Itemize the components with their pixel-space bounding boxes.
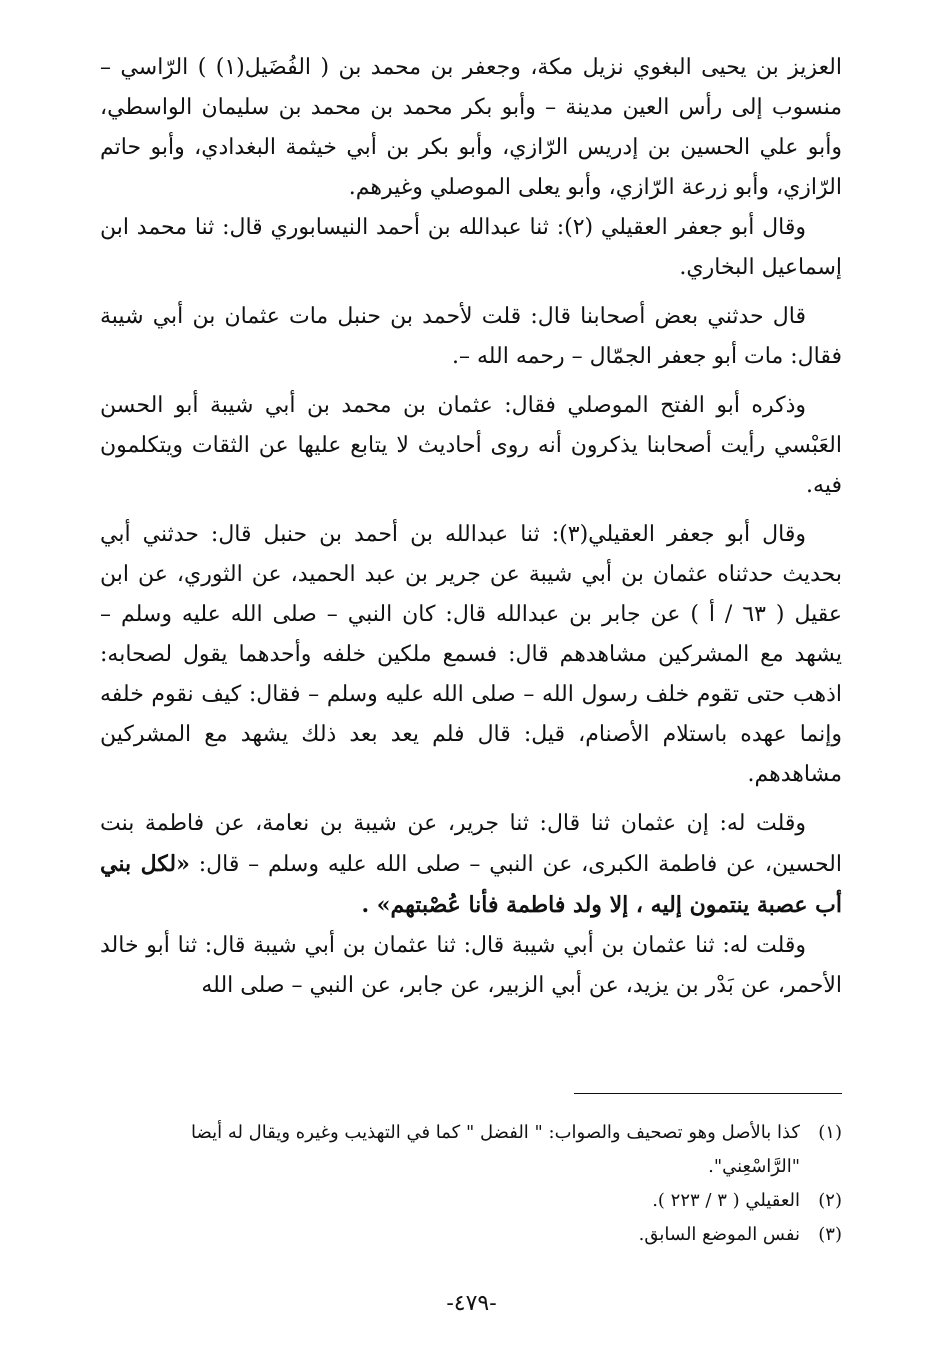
paragraph-5: وقال أبو جعفر العقيلي(٣): ثنا عبدالله بن أحمد بن حنبل قال: حدثني أبي بحديث حدثناه عثمان بن أبي شيبة عن جرير بن عبد الحميد، عن الثوري، عن ابن عقيل ( ٦٣ / أ ) عن جابر بن عبدالله قال: كان النبي – صلى الله عليه وسلم – يشهد مع المشركين مشاهدهم قال: فسمع ملكين خلفه وأحدهما يقول لصحابه: اذهب حتى تقوم خلف رسول الله – صلى الله عليه وسلم – فقال: كيف نقوم خلفه وإنما عهده باستلام الأصنام، قيل: قال فلم يعد بعد ذلك يشهد مع المشركين مشاهدهم. xyxy=(100,522,843,787)
paragraph-7: وقلت له: ثنا عثمان بن أبي شيبة قال: ثنا عثمان بن أبي شيبة قال: ثنا أبو خالد الأحمر، عن بَدْر بن يزيد، عن أبي الزبير، عن جابر، عن النبي – صلى الله xyxy=(100,933,842,998)
paragraph-6-text: وقلت له: إن عثمان ثنا قال: ثنا جرير، عن شيبة بن نعامة، عن فاطمة بنت الحسين، عن فاطمة الكبرى، عن النبي – صلى الله عليه وسلم – قال: xyxy=(100,811,842,877)
paragraph-2: وقال أبو جعفر العقيلي (٢): ثنا عبدالله بن أحمد النيسابوري قال: ثنا محمد ابن إسماعيل البخاري. xyxy=(100,215,842,280)
footnote-text: كذا بالأصل وهو تصحيف والصواب: " الفضل " كما في التهذيب وغيره ويقال له أيضا "الرَّاسْعِني". xyxy=(191,1122,800,1177)
paragraph-6 xyxy=(100,804,842,926)
main-text xyxy=(100,48,842,1006)
paragraph-3: قال حدثني بعض أصحابنا قال: قلت لأحمد بن حنبل مات عثمان بن أبي شيبة فقال: مات أبو جعفر الجمّال – رحمه الله –. xyxy=(100,304,842,369)
footnote-text: العقيلي ( ٣ / ٢٢٣ ). xyxy=(652,1190,800,1211)
hadith-quote: «لكل بني أب عصبة ينتمون إليه ، إلا ولد فاطمة فأنا عُصْبتهم» . xyxy=(100,851,842,918)
footnote-3 xyxy=(100,1218,842,1252)
footnote-separator xyxy=(574,1093,842,1094)
page-number: -٤٧٩- xyxy=(446,1291,497,1316)
footnote-number: (٣) xyxy=(818,1224,842,1245)
footnotes xyxy=(100,1116,842,1252)
paragraph-4: وذكره أبو الفتح الموصلي فقال: عثمان بن محمد بن أبي شيبة أبو الحسن العَبْسي رأيت أصحابنا يذكرون أنه روى أحاديث لا يتابع عليها عن الثقات ويتكلمون فيه. xyxy=(100,393,842,498)
footnote-number: (٢) xyxy=(818,1190,842,1211)
footnote-text: نفس الموضع السابق. xyxy=(638,1224,800,1245)
paragraph-1: العزيز بن يحيى البغوي نزيل مكة، وجعفر بن محمد بن ( الفُضَيل(١) ) الرّاسي – منسوب إلى رأس العين مدينة – وأبو بكر محمد بن محمد بن سليمان الواسطي، وأبو علي الحسين بن إدريس الرّازي، وأبو بكر بن أبي خيثمة البغدادي، وأبو حاتم الرّازي، وأبو زرعة الرّازي، وأبو يعلى الموصلي وغيرهم. xyxy=(100,55,843,200)
footnote-2 xyxy=(100,1184,842,1218)
footnote-number: (١) xyxy=(818,1122,842,1143)
footnote-1 xyxy=(100,1116,842,1184)
